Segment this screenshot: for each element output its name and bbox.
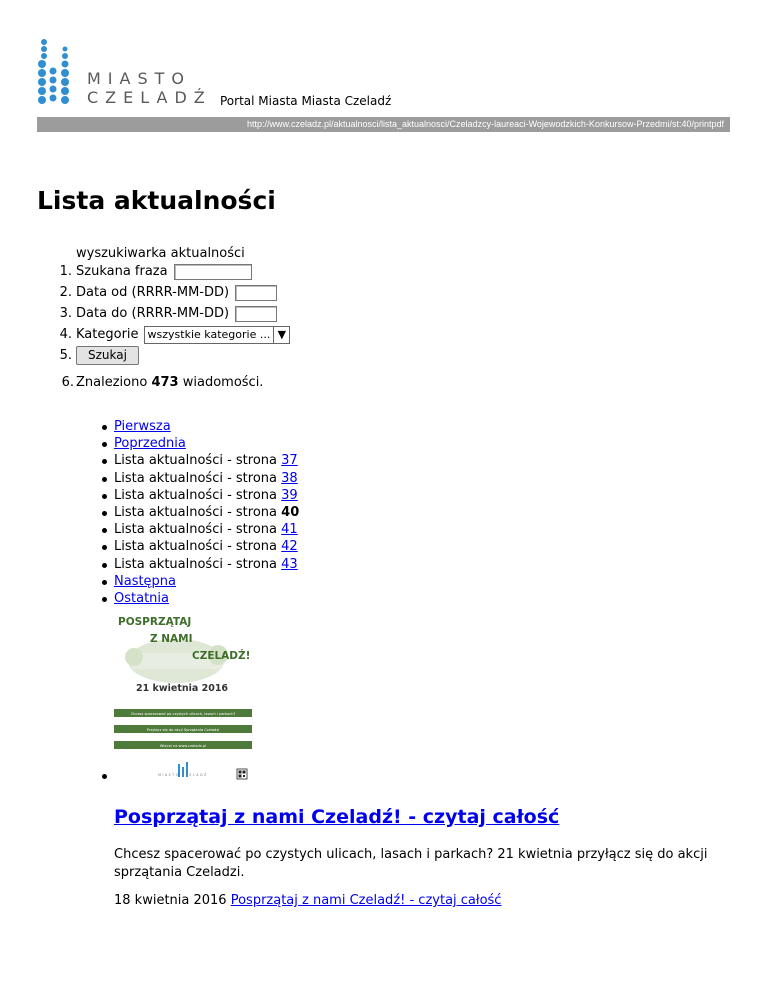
poster-bar-3: Więcej na www.czeladz.pl xyxy=(159,744,207,748)
page-label: Lista aktualności - strona xyxy=(114,522,278,538)
date-to-input[interactable] xyxy=(235,306,277,322)
article-footer xyxy=(114,893,501,908)
last-page-link[interactable]: Ostatnia xyxy=(114,590,169,606)
logo-dots-icon xyxy=(37,38,77,106)
next-page-link[interactable]: Następna xyxy=(114,573,177,589)
poster-line-2: Z NAMI xyxy=(150,633,193,645)
poster-footer-logo: MIASTO CZELADŹ xyxy=(158,773,208,777)
search-button[interactable]: Szukaj xyxy=(76,346,139,365)
page-link-42[interactable]: 42 xyxy=(281,539,298,555)
dropdown-arrow-icon[interactable]: ▼ xyxy=(273,327,289,343)
current-page: 40 xyxy=(281,504,300,520)
pagination-item xyxy=(114,556,299,573)
poster-line-1: POSPRZĄTAJ xyxy=(118,616,192,628)
list-bullet xyxy=(102,774,107,779)
qr-code-icon xyxy=(237,769,247,779)
page-label: Lista aktualności - strona xyxy=(114,504,278,520)
poster-bar-1: Chcesz spacerować po czystych ulicach, lasach i parkach? xyxy=(130,712,236,716)
date-to-row xyxy=(59,303,290,324)
page-label: Lista aktualności - strona xyxy=(114,470,278,486)
portal-title: Portal Miasta Miasta Czeladź xyxy=(220,94,392,108)
search-caption: wyszukiwarka aktualności xyxy=(76,246,245,261)
previous-page-link[interactable]: Poprzednia xyxy=(114,436,186,452)
article-read-more-link[interactable]: Posprzątaj z nami Czeladź! - czytaj całość xyxy=(230,893,502,908)
category-select-value: wszystkie kategorie ... xyxy=(147,327,271,341)
date-to-label: Data do (RRRR-MM-DD) xyxy=(76,305,230,321)
first-page-link[interactable]: Pierwsza xyxy=(114,419,171,434)
page-label: Lista aktualności - strona xyxy=(114,487,278,503)
pagination-item xyxy=(114,435,299,452)
results-count xyxy=(52,375,263,390)
page-link-37[interactable]: 37 xyxy=(281,453,298,469)
item-number: 4. xyxy=(59,326,72,342)
poster-date: 21 kwietnia 2016 xyxy=(136,683,229,694)
search-phrase-row xyxy=(59,261,290,282)
article-title xyxy=(114,806,559,828)
article-poster-image[interactable] xyxy=(114,609,252,784)
pagination-item-current xyxy=(114,504,299,521)
pagination-item xyxy=(114,538,299,555)
item-number: 6. xyxy=(61,375,74,390)
article-lead: Chcesz spacerować po czystych ulicach, lasach i parkach? 21 kwietnia przyłącz się do akcji sprzątania Czeladzi. xyxy=(114,847,708,880)
search-phrase-label: Szukana fraza xyxy=(76,263,168,279)
page-link-41[interactable]: 41 xyxy=(281,522,298,538)
page-label: Lista aktualności - strona xyxy=(114,539,278,555)
item-number: 1. xyxy=(59,263,72,279)
pagination-item xyxy=(114,590,299,607)
item-number: 5. xyxy=(59,347,72,363)
page-label: Lista aktualności - strona xyxy=(114,453,278,469)
pagination-item xyxy=(114,487,299,504)
pagination-item xyxy=(114,452,299,469)
article-title-link[interactable]: Posprzątaj z nami Czeladź! - czytaj całość xyxy=(114,806,560,828)
category-select[interactable] xyxy=(144,326,291,344)
date-from-label: Data od (RRRR-MM-DD) xyxy=(76,284,230,300)
search-form xyxy=(37,261,290,366)
search-button-row xyxy=(59,345,290,366)
site-logo[interactable] xyxy=(37,38,237,110)
logo-line-1: MIASTO xyxy=(87,69,191,88)
page-link-43[interactable]: 43 xyxy=(281,556,298,572)
pagination-item xyxy=(114,470,299,487)
pagination xyxy=(114,418,299,607)
page-label: Lista aktualności - strona xyxy=(114,556,278,572)
logo-line-2: CZELADŹ xyxy=(87,88,212,107)
item-number: 2. xyxy=(59,284,72,300)
article-date: 18 kwietnia 2016 xyxy=(114,893,227,908)
search-phrase-input[interactable] xyxy=(174,264,252,280)
date-from-input[interactable] xyxy=(235,285,277,301)
results-number: 473 xyxy=(151,375,179,390)
results-suffix: wiadomości. xyxy=(182,375,264,390)
pagination-item xyxy=(114,418,299,435)
item-number: 3. xyxy=(59,305,72,321)
logo-text xyxy=(87,69,212,107)
pagination-item xyxy=(114,521,299,538)
poster-bar-2: Przyłącz się do akcji Sprzątania Czeladzi xyxy=(146,728,220,732)
page-title: Lista aktualności xyxy=(37,186,276,215)
poster-line-3: CZELADŹ! xyxy=(192,650,251,662)
results-prefix: Znaleziono xyxy=(76,375,148,390)
pagination-item xyxy=(114,573,299,590)
page-link-38[interactable]: 38 xyxy=(281,470,298,486)
category-label: Kategorie xyxy=(76,326,139,342)
page-link-39[interactable]: 39 xyxy=(281,487,298,503)
date-from-row xyxy=(59,282,290,303)
page-url: http://www.czeladz.pl/aktualnosci/lista_aktualnosci/Czeladzcy-laureaci-Wojewodzkich-Konkursow-Przedmi/st:40/printpdf xyxy=(37,117,730,132)
category-row xyxy=(59,324,290,345)
